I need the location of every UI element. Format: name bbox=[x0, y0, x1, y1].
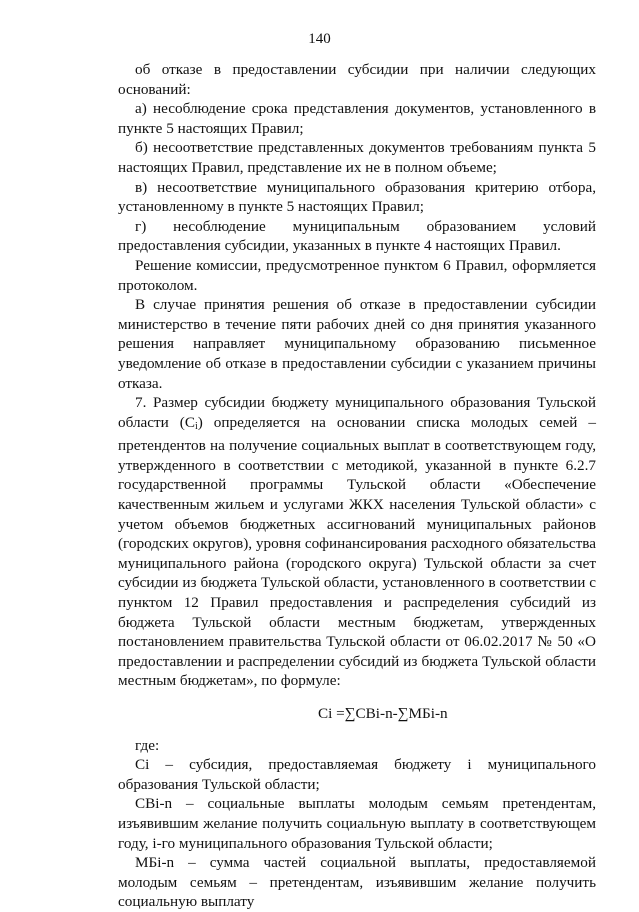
list-item-g: г) несоблюдение муниципальным образованием условий предоставления субсидии, указанных в пункте 4 настоящих Правил. bbox=[118, 217, 596, 255]
list-item-b: б) несоответствие представленных документов требованиям пункта 5 настоящих Правил, представление их не в полном объеме; bbox=[118, 139, 596, 176]
paragraph-refusal-notice: В случае принятия решения об отказе в предоставлении субсидии министерство в течение пяти рабочих дней со дня принятия указанного решения направляет муниципальному образованию письменное уведомление об отказе в предоставлении субсидии с указанием причины отказа. bbox=[118, 296, 596, 392]
paragraph-commission-decision: Решение комиссии, предусмотренное пунктом 6 Правил, оформляется протоколом. bbox=[118, 256, 596, 294]
page-number: 140 bbox=[308, 31, 331, 47]
where-label: где: bbox=[135, 736, 160, 754]
definition-ci: Сi – субсидия, предоставляемая бюджету i муниципального образования Тульской области; bbox=[118, 756, 596, 793]
paragraph-subsidy-size bbox=[118, 393, 596, 691]
definition-cvi-n: СВi-n – социальные выплаты молодым семьям претендентам, изъявившим желание получить социальную выплату в соответствующем году, i-го муниципального образования Тульской области; bbox=[118, 795, 596, 852]
list-item-v: в) несоответствие муниципального образования критерию отбора, установленному в пункте 5 настоящих Правил; bbox=[118, 178, 596, 216]
paragraph-refusal-grounds: об отказе в предоставлении субсидии при наличии следующих оснований: bbox=[118, 61, 596, 98]
subsidy-size-text-start: 7. Размер субсидии бюджету муниципального образования Тульской области (С bbox=[118, 394, 596, 431]
definition-mbi-n: МБi-n – сумма частей социальной выплаты, предоставляемой молодым семьям – претендентам, изъявившим желание получить социальную выплату bbox=[118, 854, 596, 911]
formula: Ci =∑СВi-n-∑МБi-n bbox=[318, 705, 448, 722]
subscript-i: i bbox=[194, 420, 198, 432]
subsidy-size-text-end: ) определяется на основании списка молодых семей – претендентов на получение социальных выплат в соответствующем году, утвержденного в соответствии с методикой, указанной в пункте 6.2.7 государственной программы Тульской области «Обеспечение качественным жильем и услугами ЖКХ населения Тульской области» с учетом объемов бюджетных ассигнований муниципальных районов (городских округов), уровня софинансирования расходного обязательства муниципального района (городского округа) Тульской области за счет субсидии из бюджета Тульской области, установленного в соответствии с пунктом 12 Правил предоставления и распределения субсидий из бюджета Тульской области местным бюджетам, утвержденных постановлением правительства Тульской области от 06.02.2017 № 50 «О предоставлении и распределении субсидий из бюджета Тульской области местным бюджетам», по формуле: bbox=[118, 413, 597, 690]
list-item-a: а) несоблюдение срока представления документов, установленного в пункте 5 настоящих Правил; bbox=[118, 100, 596, 137]
document-body bbox=[118, 60, 596, 912]
